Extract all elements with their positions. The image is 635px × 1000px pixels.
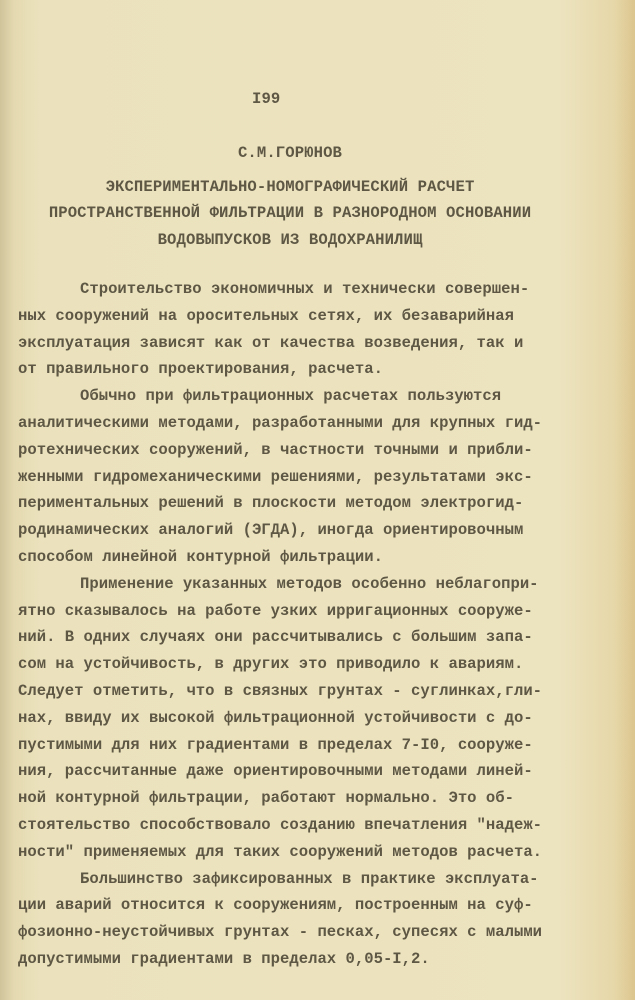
text-line: Обычно при фильтрационных расчетах пользуются — [80, 387, 502, 406]
text-line: ции аварий относится к сооружениям, построенным на суф- — [18, 896, 533, 915]
text-line: женными гидромеханическими решениями, результатами экс- — [18, 467, 533, 486]
author-name: С.М.ГОРЮНОВ — [237, 144, 343, 162]
text-line: от правильного проектирования, расчета. — [18, 360, 383, 379]
text-line: аналитическими методами, разработанными для крупных гид- — [18, 413, 543, 432]
text-line: ния, рассчитанные даже ориентировочными методами линей- — [18, 762, 533, 781]
text-line: способом линейной контурной фильтрации. — [18, 547, 383, 566]
page-number: I99 — [252, 90, 281, 108]
text-line: ний. В одних случаях они рассчитывались с большим запа- — [18, 628, 533, 647]
title-line-2: ПРОСТРАНСТВЕННОЙ ФИЛЬТРАЦИИ В РАЗНОРОДНОМ ОСНОВАНИИ — [48, 204, 532, 222]
text-line: ной контурной фильтрации, работают нормально. Это об- — [18, 789, 514, 808]
text-line: Большинство зафиксированных в практике эксплуата- — [80, 869, 539, 888]
text-line: сом на устойчивость, в других это приводило к авариям. — [18, 655, 524, 674]
text-line: родинамических аналогий (ЭГДА), иногда ориентировочным — [18, 521, 524, 540]
text-line: пустимыми для них градиентами в пределах 7-I0, сооруже- — [18, 735, 533, 754]
text-line: Следует отметить, что в связных грунтах - суглинках,гли- — [18, 681, 543, 700]
text-line: допустимыми градиентами в пределах 0,05-I,2. — [18, 949, 430, 968]
title-line-3: ВОДОВЫПУСКОВ ИЗ ВОДОХРАНИЛИЩ — [157, 231, 423, 249]
text-line: нах, ввиду их высокой фильтрационной устойчивости с до- — [18, 708, 533, 727]
text-line: ности" применяемых для таких сооружений методов расчета. — [18, 842, 543, 861]
text-line: ных сооружений на оросительных сетях, их безаварийная — [18, 306, 514, 325]
title-line-1: ЭКСПЕРИМЕНТАЛЬНО-НОМОГРАФИЧЕСКИЙ РАСЧЕТ — [105, 178, 475, 196]
text-line: фозионно-неустойчивых грунтах - песках, супесях с малыми — [18, 923, 543, 942]
body-text — [18, 276, 542, 973]
text-line: ротехнических сооружений, в частности точными и прибли- — [18, 440, 533, 459]
text-line: Применение указанных методов особенно неблагопри- — [80, 574, 539, 593]
text-line: эксплуатация зависят как от качества возведения, так и — [18, 333, 524, 352]
text-line: ятно сказывалось на работе узких ирригационных сооруже- — [18, 601, 533, 620]
text-line: Строительство экономичных и технически совершен- — [80, 280, 530, 298]
text-line: стоятельство способствовало созданию впечатления "надеж- — [18, 815, 543, 834]
text-line: периментальных решений в плоскости методом электрогид- — [18, 494, 524, 513]
